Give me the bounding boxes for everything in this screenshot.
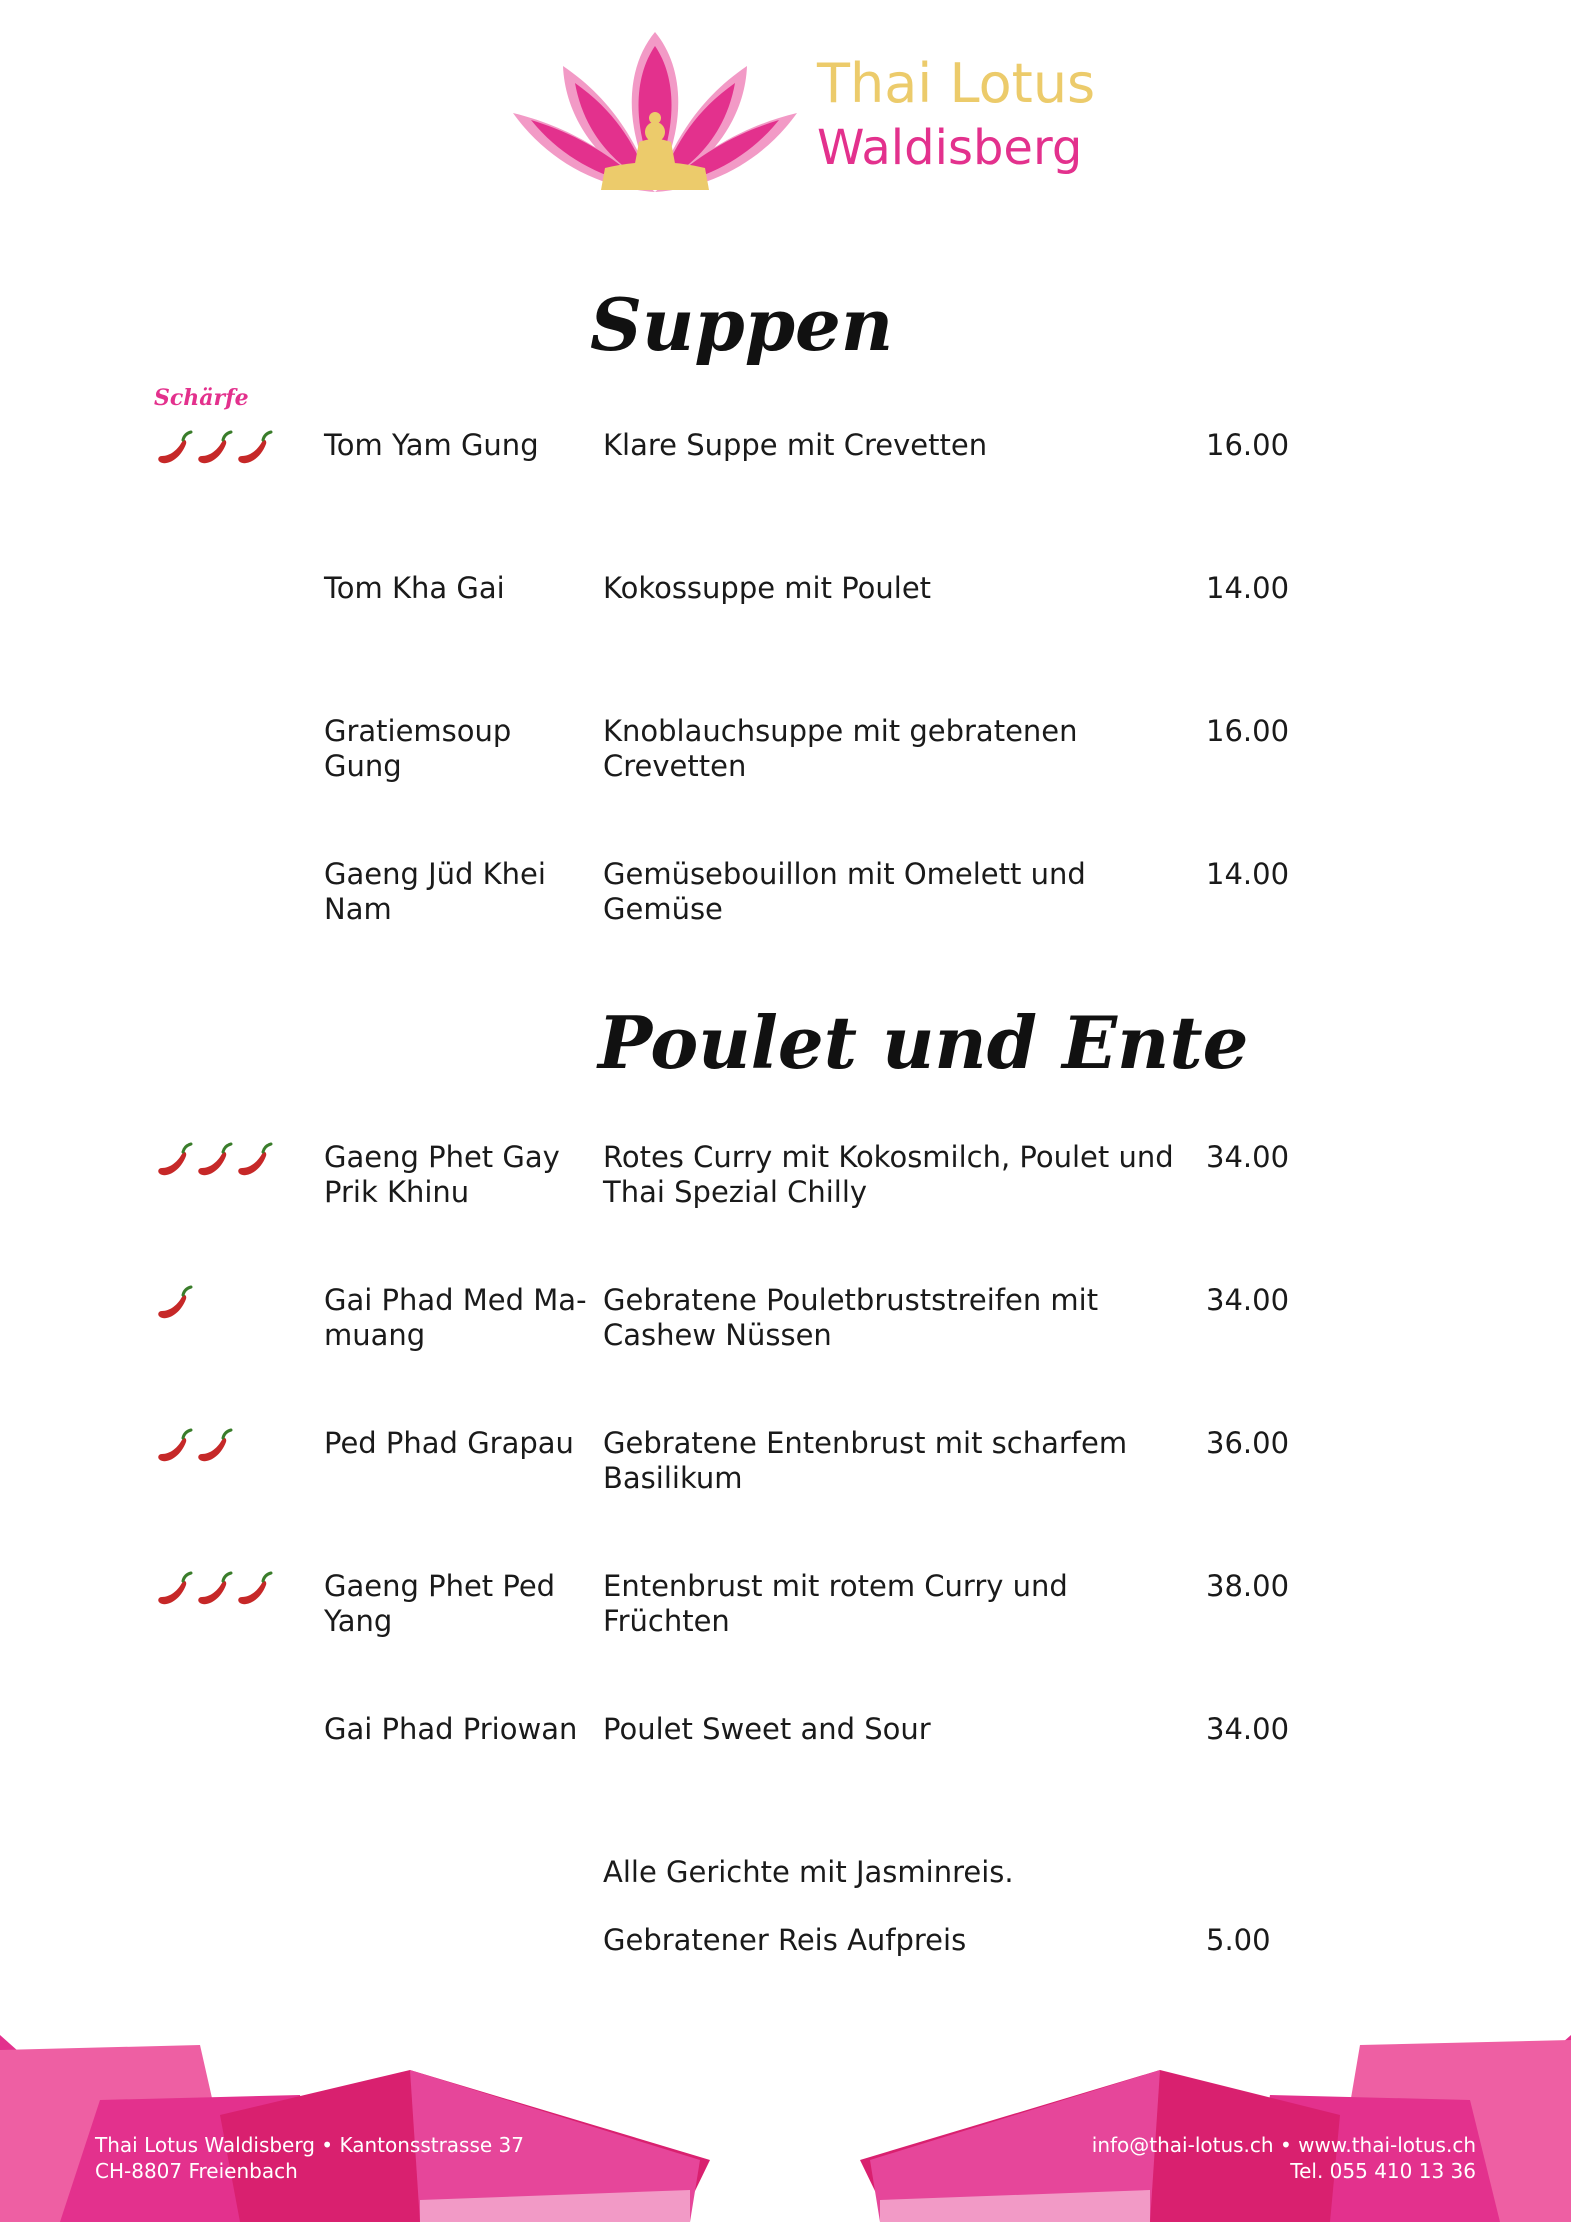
dish-name: Gai Phad Med Ma-muang [324,1283,587,1352]
spice-level [156,1569,274,1609]
chili-icon [156,1426,194,1466]
chili-icon [236,428,274,468]
footer-contact-line2: Tel. 055 410 13 36 [1290,2159,1476,2183]
spice-label: Schärfe [154,385,249,411]
spice-level [156,428,274,468]
dish-price: 34.00 [1206,1283,1290,1317]
lotus-buddha-icon [505,28,805,198]
spice-level [156,1426,234,1466]
spice-level [156,1283,194,1323]
menu-item [0,1283,1571,1393]
chili-icon [156,428,194,468]
dish-price: 14.00 [1206,571,1290,605]
footer [0,2020,1571,2222]
dish-price: 34.00 [1206,1140,1290,1174]
chili-icon [236,1140,274,1180]
dish-description: Gebratene Pouletbruststreifen mit Cashew Nüssen [603,1283,1099,1352]
dish-price: 36.00 [1206,1426,1290,1460]
dish-name: Tom Yam Gung [324,428,539,462]
section-title-suppen: Suppen [590,282,894,367]
chili-icon [196,1569,234,1609]
dish-description: Gemüsebouillon mit Omelett und Gemüse [603,857,1086,926]
chili-icon [156,1140,194,1180]
dish-description: Knoblauchsuppe mit gebratenen Crevetten [603,714,1078,783]
brand-location: Waldisberg [817,120,1083,176]
dish-name: Gratiemsoup Gung [324,714,512,783]
menu-item [0,857,1571,967]
dish-name: Tom Kha Gai [324,571,505,605]
footer-decoration [0,2020,1571,2222]
brand-name: Thai Lotus [817,52,1096,115]
footer-address-line2: CH-8807 Freienbach [95,2159,298,2183]
dish-description: Rotes Curry mit Kokosmilch, Poulet und Thai Spezial Chilly [603,1140,1174,1209]
dish-price: 38.00 [1206,1569,1290,1603]
menu-item [0,1569,1571,1679]
dish-price: 34.00 [1206,1712,1290,1746]
menu-item [0,714,1571,824]
fried-rice-price: 5.00 [1206,1923,1271,1957]
section-title-poulet-und-ente: Poulet und Ente [598,1000,1249,1085]
dish-name: Gaeng Jüd Khei Nam [324,857,546,926]
menu-item [0,1140,1571,1250]
dish-price: 16.00 [1206,428,1290,462]
fried-rice-note: Gebratener Reis Aufpreis [603,1923,967,1957]
chili-icon [196,428,234,468]
menu-item [0,1712,1571,1822]
dish-description: Poulet Sweet and Sour [603,1712,931,1746]
chili-icon [196,1140,234,1180]
dish-name: Gaeng Phet Ped Yang [324,1569,556,1638]
rice-note: Alle Gerichte mit Jasminreis. [603,1855,1014,1889]
chili-icon [156,1569,194,1609]
chili-icon [156,1283,194,1323]
dish-price: 14.00 [1206,857,1290,891]
dish-description: Gebratene Entenbrust mit scharfem Basilikum [603,1426,1128,1495]
dish-name: Ped Phad Grapau [324,1426,574,1460]
logo [505,28,1096,198]
footer-contact-line1[interactable]: info@thai-lotus.ch • www.thai-lotus.ch [1091,2133,1476,2157]
footer-address-line1: Thai Lotus Waldisberg • Kantonsstrasse 37 [95,2133,525,2157]
footer-contact [1092,2132,1476,2184]
menu-item [0,428,1571,538]
dish-price: 16.00 [1206,714,1290,748]
dish-description: Entenbrust mit rotem Curry und Früchten [603,1569,1068,1638]
chili-icon [196,1426,234,1466]
dish-name: Gai Phad Priowan [324,1712,578,1746]
chili-icon [236,1569,274,1609]
spice-level [156,1140,274,1180]
footer-address [95,2132,524,2184]
dish-description: Kokossuppe mit Poulet [603,571,932,605]
menu-item [0,1426,1571,1536]
menu-item [0,571,1571,681]
dish-name: Gaeng Phet Gay Prik Khinu [324,1140,560,1209]
dish-description: Klare Suppe mit Crevetten [603,428,988,462]
